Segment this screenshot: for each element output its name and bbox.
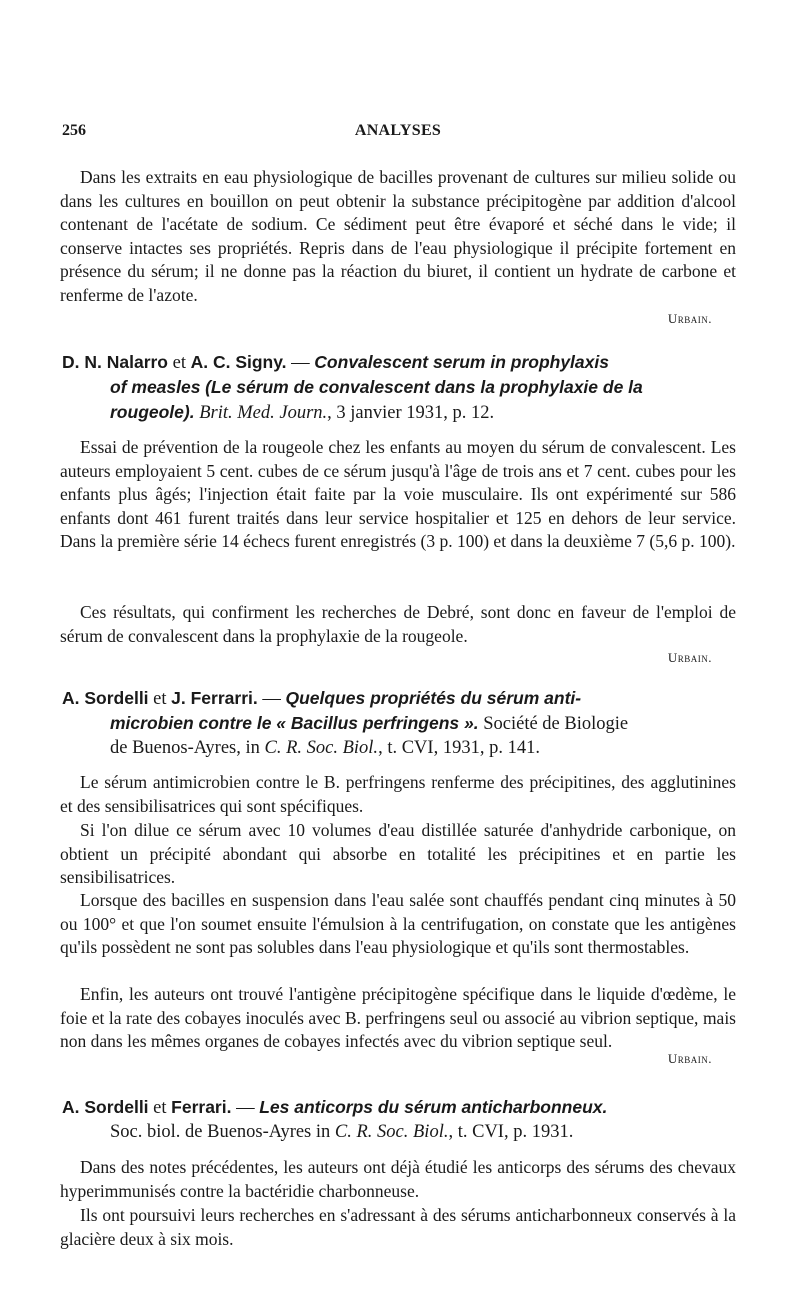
entry-1-title-en-1: Convalescent serum in prophylaxis (314, 352, 609, 372)
intro-signature: Urbain. (667, 311, 712, 326)
entry-2-source-1: Société de Biologie (483, 714, 629, 734)
entry-1-paragraph-2: Ces résultats, qui confirment les recherches de Debré, sont donc en faveur de l'emploi de sérum de convalescent dans la prophylaxie de la rougeole. (60, 602, 736, 646)
page-number: 256 (62, 122, 86, 139)
entry-2-title-2: microbien contre le « Bacillus perfringens ». (110, 713, 479, 733)
entry-1-title-en-2: of measles (110, 377, 201, 397)
entry-2-paragraph-4: Enfin, les auteurs ont trouvé l'antigène précipitogène spécifique dans le liquide d'œdème, le foie et la rate des cobayes inoculés avec B. perfringens seul ou associé au vibrion septique, mais non dans les mêmes organes de cobayes infectés avec du vibrion septique seul. (60, 984, 736, 1052)
entry-3-citation: , t. CVI, p. 1931. (448, 1122, 574, 1142)
entry-1-author-2: A. C. Signy. (190, 352, 287, 372)
entry-1-heading (62, 350, 740, 425)
entry-3-heading (62, 1095, 740, 1144)
entry-1-et: et (172, 353, 186, 373)
entry-1-journal: Brit. Med. Journ. (199, 403, 328, 423)
entry-1-title-fr-2: rougeole). (110, 402, 195, 422)
entry-3-paragraph-2: Ils ont poursuivi leurs recherches en s'adressant à des sérums anticharbonneux conservés à la glacière deux à six mois. (60, 1205, 736, 1249)
entry-3-paragraph-1: Dans des notes précédentes, les auteurs ont déjà étudié les anticorps des sérums des chevaux hyperimmunisés contre la bactéridie charbonneuse. (60, 1157, 736, 1201)
entry-1-dash: — (291, 353, 310, 373)
entry-2-author-2: J. Ferrarri. (171, 688, 258, 708)
entry-1-citation: , 3 janvier 1931, p. 12. (327, 403, 495, 423)
entry-3-title-1: Les anticorps du sérum anticharbonneux. (259, 1097, 608, 1117)
entry-2-paragraph-2: Si l'on dilue ce sérum avec 10 volumes d'eau distillée saturée d'anhydride carbonique, on obtient un précipité abondant qui absorbe en totalité les précipitines et en partie les sensibilisatrices. (60, 820, 736, 888)
entry-1-paragraph-1: Essai de prévention de la rougeole chez les enfants au moyen du sérum de convalescent. Les auteurs employaient 5 cent. cubes de ce sérum jusqu'à l'âge de trois ans et 7 cent. cubes pour les enfants plus âgés; l'injection était faite par la voie musculaire. Ils ont expérimenté sur 586 enfants dont 461 furent traités dans leur service hospitalier et 125 en dehors de leur service. Dans la première série 14 échecs furent enregistrés (3 p. 100) et dans la deuxième 7 (5,6 p. 100). (60, 437, 736, 552)
entry-1-title-fr-1: (Le sérum de convalescent dans la prophylaxie de la (205, 377, 643, 397)
entry-2-dash: — (262, 689, 281, 709)
entry-2-source-2: de Buenos-Ayres, in (110, 738, 260, 758)
entry-3-dash: — (236, 1098, 255, 1118)
page-header (62, 122, 734, 146)
entry-3-author-2: Ferrari. (171, 1097, 232, 1117)
entry-3-source-1: Soc. biol. de Buenos-Ayres in (110, 1122, 331, 1142)
entry-3-journal: C. R. Soc. Biol. (334, 1122, 449, 1142)
entry-2-journal: C. R. Soc. Biol. (264, 738, 379, 758)
entry-2-paragraph-1: Le sérum antimicrobien contre le B. perfringens renferme des précipitines, des agglutinines et des sensibilisatrices qui sont spécifiques. (60, 772, 736, 816)
entry-3-et: et (153, 1098, 167, 1118)
intro-paragraph: Dans les extraits en eau physiologique de bacilles provenant de cultures sur milieu solide ou dans les cultures en bouillon on peut obtenir la substance précipitogène par addition d'alcool contenant de l'acétate de sodium. Ce sédiment peut être évaporé et séché dans le vide; il conserve intactes ses propriétés. Repris dans de l'eau physiologique il précipite fortement en présence du sérum; il ne donne pas la réaction du biuret, il contient un hydrate de carbone et renferme de l'azote. (60, 167, 736, 305)
entry-1-author-1: D. N. Nalarro (62, 352, 168, 372)
entry-2-title-1: Quelques propriétés du sérum anti- (285, 688, 582, 708)
entry-2-citation: , t. CVI, 1931, p. 141. (378, 738, 540, 758)
entry-2-et: et (153, 689, 167, 709)
entry-2-author-1: A. Sordelli (62, 688, 149, 708)
entry-2-heading (62, 686, 740, 760)
running-title: ANALYSES (354, 122, 442, 139)
entry-2-signature: Urbain. (667, 1051, 712, 1066)
entry-3-author-1: A. Sordelli (62, 1097, 149, 1117)
entry-1-signature: Urbain. (667, 650, 712, 665)
entry-2-paragraph-3: Lorsque des bacilles en suspension dans l'eau salée sont chauffés pendant cinq minutes à 50 ou 100° et que l'on soumet ensuite l'émulsion à la centrifugation, on constate que les antigènes qu'ils possèdent ne sont pas solubles dans l'eau physiologique et qu'ils sont thermostables. (60, 890, 736, 958)
